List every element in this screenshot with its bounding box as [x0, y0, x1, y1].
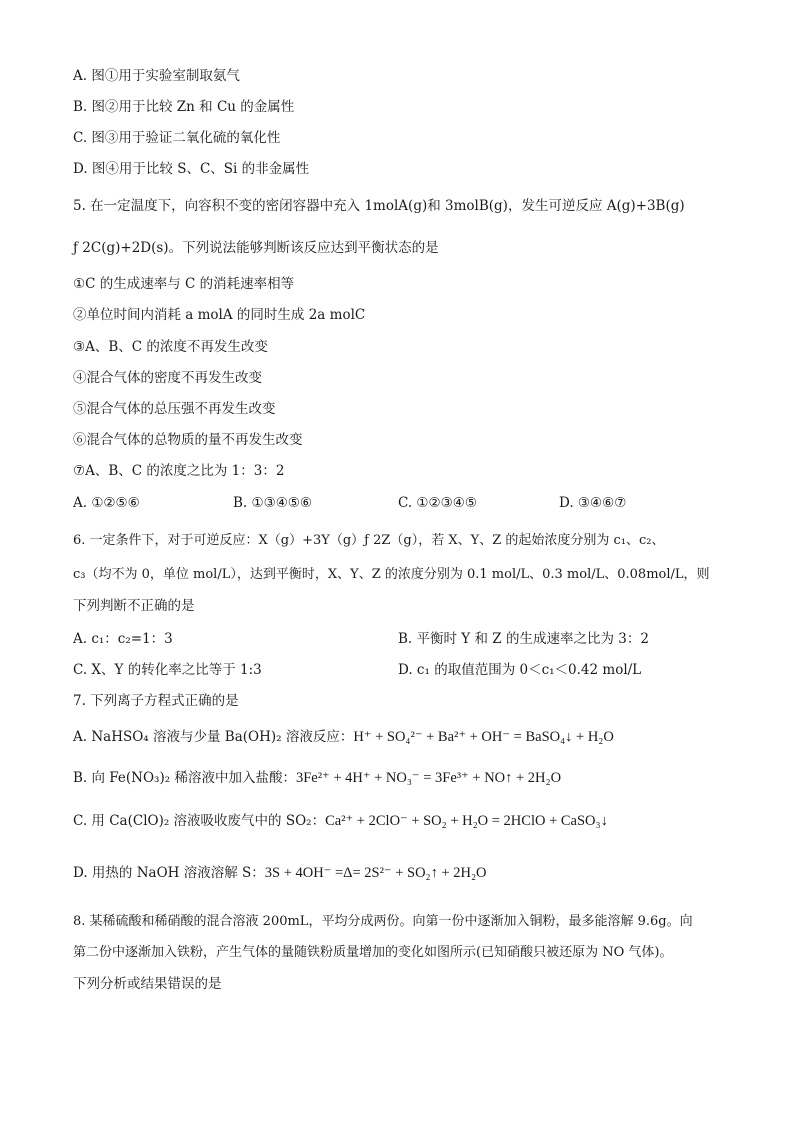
q5-option-a: A. ①②⑤⑥ [73, 495, 140, 511]
q6-stem-line1: 6. 一定条件下，对于可逆反应：X（g）+3Y（g）ƒ 2Z（g），若 X、Y、Z 的起始浓度分别为 c₁、c₂、 [73, 533, 665, 548]
q7-option-b-equation: 3Fe²⁺ + 4H⁺ + NO₃⁻ = 3Fe³⁺ + NO↑ + 2H₂O [295, 770, 562, 786]
q4-option-c: C. 图③用于验证二氧化硫的氧化性 [73, 130, 281, 146]
q7-option-b [73, 769, 561, 787]
q7-option-c-prefix: C. 用 Ca(ClO)₂ 溶液吸收废气中的 SO₂： [73, 813, 326, 829]
q7-option-d-prefix: D. 用热的 NaOH 溶液溶解 S： [73, 865, 265, 881]
q7-option-a [73, 728, 614, 746]
q7-option-a-prefix: A. NaHSO₄ 溶液与少量 Ba(OH)₂ 溶液反应： [73, 729, 354, 745]
q6-option-c: C. X、Y 的转化率之比等于 1:3 [73, 662, 262, 678]
q6-option-b: B. 平衡时 Y 和 Z 的生成速率之比为 3：2 [398, 631, 649, 647]
q5-statement-2: ②单位时间内消耗 a molA 的同时生成 2a molC [73, 307, 366, 323]
q5-option-b: B. ①③④⑤⑥ [233, 495, 313, 511]
q4-option-a: A. 图①用于实验室制取氨气 [73, 68, 240, 84]
q6-stem-line2: c₃（均不为 0，单位 mol/L），达到平衡时，X、Y、Z 的浓度分别为 0.1 mol/L、0.3 mol/L、0.08mol/L，则 [73, 567, 710, 582]
q6-option-a: A. c₁：c₂=1：3 [73, 631, 173, 647]
q8-stem-line3: 下列分析或结果错误的是 [73, 976, 222, 992]
q5-stem-line2: ƒ 2C(g)+2D(s)。下列说法能够判断该反应达到平衡状态的是 [73, 240, 439, 256]
q7-option-b-prefix: B. 向 Fe(NO₃)₂ 稀溶液中加入盐酸： [73, 770, 296, 786]
q7-option-c-equation: Ca²⁺ + 2ClO⁻ + SO₂ + H₂O = 2HClO + CaSO₃↓ [325, 813, 608, 829]
q7-option-d [73, 864, 487, 882]
q6-stem-line3: 下列判断不正确的是 [73, 598, 195, 614]
q5-stem-line1: 5. 在一定温度下，向容积不变的密闭容器中充入 1molA(g)和 3molB(g)，发生可逆反应 A(g)+3B(g) [73, 198, 685, 214]
q5-statement-3: ③A、B、C 的浓度不再发生改变 [73, 339, 268, 355]
q5-statement-1: ①C 的生成速率与 C 的消耗速率相等 [73, 276, 295, 292]
q5-statement-6: ⑥混合气体的总物质的量不再发生改变 [73, 432, 303, 448]
q4-option-d: D. 图④用于比较 S、C、Si 的非金属性 [73, 161, 310, 177]
q5-statement-7: ⑦A、B、C 的浓度之比为 1：3：2 [73, 463, 285, 479]
q4-option-b: B. 图②用于比较 Zn 和 Cu 的金属性 [73, 99, 295, 115]
q5-statement-4: ④混合气体的密度不再发生改变 [73, 370, 262, 386]
q5-option-c: C. ①②③④⑤ [398, 495, 477, 511]
q7-option-c [73, 812, 608, 830]
q5-statement-5: ⑤混合气体的总压强不再发生改变 [73, 401, 276, 417]
q7-option-a-equation: H⁺ + SO₄²⁻ + Ba²⁺ + OH⁻ = BaSO₄↓ + H₂O [353, 729, 614, 745]
q8-stem-line1: 8. 某稀硫酸和稀硝酸的混合溶液 200mL，平均分成两份。向第一份中逐渐加入铜粉，最多能溶解 9.6g。向 [73, 914, 693, 929]
q5-option-d: D. ③④⑥⑦ [559, 495, 627, 511]
q8-stem-line2: 第二份中逐渐加入铁粉，产生气体的量随铁粉质量增加的变化如图所示(已知硝酸只被还原为 NO 气体)。 [73, 945, 673, 960]
q7-stem: 7. 下列离子方程式正确的是 [73, 693, 239, 709]
q7-option-d-equation: 3S + 4OH⁻ =Δ= 2S²⁻ + SO₂↑ + 2H₂O [264, 865, 487, 881]
q6-option-d: D. c₁ 的取值范围为 0＜c₁＜0.42 mol/L [398, 662, 642, 678]
